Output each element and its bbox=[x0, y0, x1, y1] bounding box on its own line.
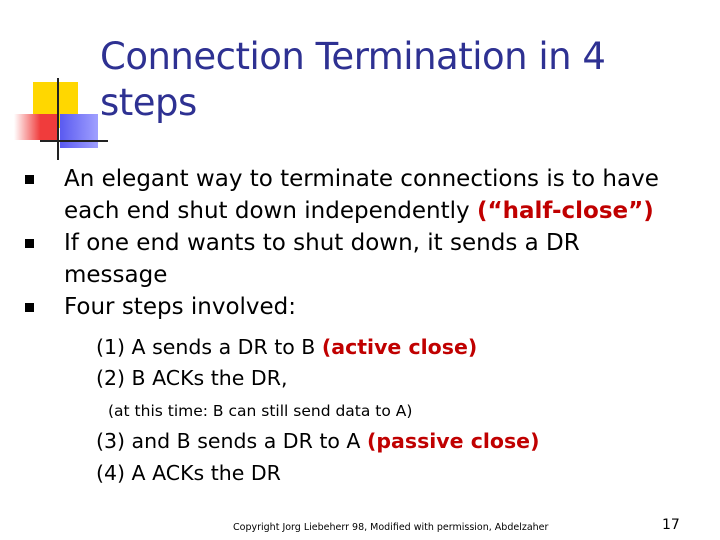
bullet-square-icon bbox=[25, 175, 34, 184]
title-line-1: Connection Termination in 4 bbox=[100, 35, 606, 78]
deco-vertical-line bbox=[57, 78, 59, 160]
bullet-square-icon bbox=[25, 239, 34, 248]
slide-title bbox=[100, 34, 700, 126]
deco-blue-square bbox=[60, 114, 98, 148]
step-text: (3) and B sends a DR to A bbox=[96, 429, 367, 453]
bullet-text: each end shut down independently bbox=[64, 198, 477, 224]
deco-red-square bbox=[14, 114, 58, 140]
bullet-item-four-steps bbox=[0, 291, 714, 323]
step-1 bbox=[96, 333, 477, 361]
copyright-footer: Copyright Jorg Liebeherr 98, Modified with permission, Abdelzaher bbox=[233, 522, 549, 533]
bullet-text-line: message bbox=[64, 262, 168, 288]
bullet-text-line: An elegant way to terminate connections is to have bbox=[64, 166, 659, 192]
bullet-text-line: If one end wants to shut down, it sends a DR bbox=[64, 230, 580, 256]
title-decoration bbox=[0, 0, 110, 165]
bullet-text-line: Four steps involved: bbox=[64, 294, 297, 320]
bullet-item-shutdown bbox=[0, 227, 714, 291]
highlight-text: (active close) bbox=[321, 335, 478, 359]
highlight-text: (passive close) bbox=[366, 429, 540, 453]
page-number: 17 bbox=[662, 517, 680, 533]
step-4: (4) A ACKs the DR bbox=[96, 461, 281, 485]
bullet-item-half-close bbox=[0, 163, 714, 227]
step-3 bbox=[96, 427, 539, 455]
highlight-text: (“half-close”) bbox=[476, 198, 654, 224]
step-note: (at this time: B can still send data to A) bbox=[108, 402, 413, 420]
bullet-list bbox=[0, 163, 720, 323]
deco-horizontal-line bbox=[40, 140, 108, 142]
step-2: (2) B ACKs the DR, bbox=[96, 366, 288, 390]
title-line-2: steps bbox=[100, 81, 197, 124]
bullet-square-icon bbox=[25, 303, 34, 312]
step-text: (1) A sends a DR to B bbox=[96, 335, 322, 359]
bullet-text-line bbox=[64, 195, 714, 227]
